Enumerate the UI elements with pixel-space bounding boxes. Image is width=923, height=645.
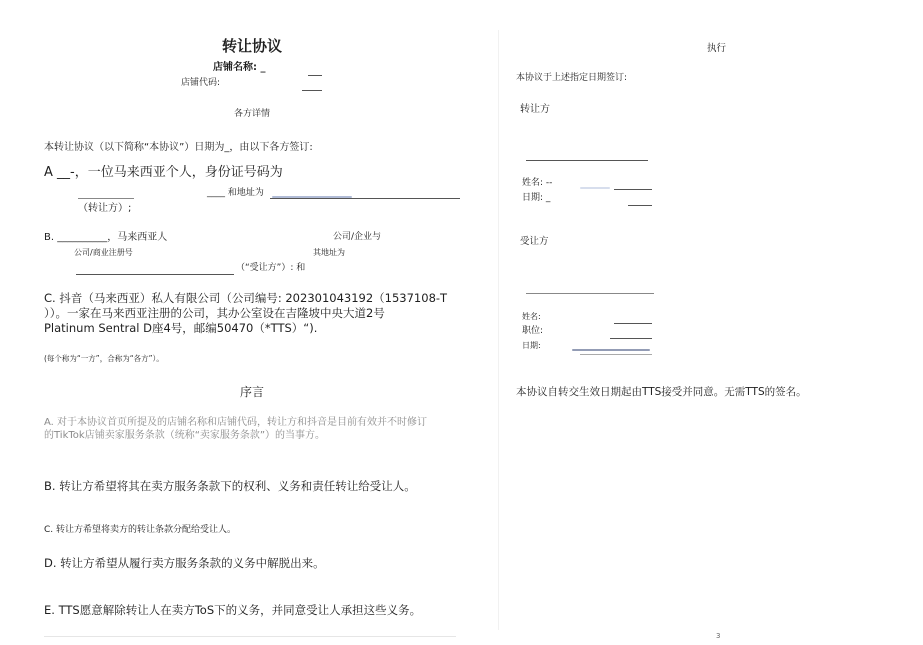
- clause-a-line2: 的TikTok店铺卖家服务条款（统称“卖家服务条款”）的当事方。: [44, 430, 326, 441]
- party-a-address-smudge: [272, 196, 352, 198]
- party-a-line: A __-，一位马来西亚个人，身份证号码为: [44, 165, 283, 180]
- store-code-label: 店铺代码:: [181, 78, 221, 88]
- transferee-date-smudge: [572, 349, 650, 351]
- transferee-signature-line: [526, 293, 654, 294]
- page-number: 3: [716, 632, 721, 640]
- clause-d: D. 转让方希望从履行卖方服务条款的义务中解脱出来。: [44, 556, 325, 570]
- party-a-address-label: ____ 和地址为: [207, 188, 264, 198]
- clause-e: E. TTS愿意解除转让人在卖方ToS下的义务，并同意受让人承担这些义务。: [44, 603, 422, 617]
- transferee-title-line: [610, 338, 652, 339]
- clause-b: B. 转让方希望将其在卖方服务条款下的权利、义务和责任转让给受让人。: [44, 479, 416, 493]
- party-b-company: 公司/企业与: [333, 232, 382, 242]
- party-a-id-line: [78, 198, 134, 199]
- transferee-date-line: [580, 354, 652, 355]
- transferee-date: 日期:: [522, 341, 541, 350]
- party-b-address-label: 其地址为: [313, 248, 345, 257]
- party-a-address-line: [270, 198, 460, 199]
- effective-note: 本协议自转交生效日期起由TTS接受并同意。无需TTS的签名。: [516, 386, 807, 398]
- party-c-line1: C. 抖音（马来西亚）私人有限公司（公司编号: 202301043192（1537108-T: [44, 291, 448, 305]
- clause-c: C. 转让方希望将卖方的转让条款分配给受让人。: [44, 525, 237, 535]
- party-b-reg: 公司/商业注册号: [74, 248, 133, 257]
- party-a-role: （转让方）;: [78, 203, 132, 214]
- party-b-role: （“受让方”）: 和: [236, 263, 306, 273]
- party-b-line: B. __________，马来西亚人: [44, 232, 168, 243]
- transferor-signature-line: [526, 160, 648, 161]
- execution-title: 执行: [707, 43, 727, 54]
- transferor-name-line: [614, 189, 652, 190]
- transferor-date-line: [628, 205, 652, 206]
- party-c-line3: Platinum Sentral D座4号，邮编50470（*TTS）“).: [44, 321, 318, 335]
- transferee-name-line: [614, 323, 652, 324]
- parties-note: (每个称为“一方”，合称为“各方”）。: [44, 354, 164, 363]
- doc-title: 转让协议: [222, 37, 283, 55]
- transferee-name: 姓名:: [522, 312, 541, 321]
- transferee-title: 职位:: [522, 326, 544, 336]
- party-b-address-underline: [76, 274, 234, 275]
- transferor-heading: 转让方: [520, 104, 550, 115]
- store-name-line: [308, 75, 322, 76]
- transferee-heading: 受让方: [520, 236, 549, 247]
- store-name-label: 店铺名称: _: [213, 62, 266, 73]
- clause-a-line1: A. 对于本协议首页所提及的店铺名称和店铺代码，转让方和抖音是目前有效并不时修订: [44, 417, 428, 428]
- intro-text: 本转让协议（以下简称“本协议”）日期为_，由以下各方签订:: [44, 142, 313, 153]
- transferor-date: 日期: _: [522, 193, 551, 203]
- bottom-faint-line: [44, 636, 456, 637]
- store-code-line: [302, 90, 322, 91]
- party-c-line2: ））。一家在马来西亚注册的公司，其办公室设在吉隆坡中央大道2号: [44, 306, 385, 320]
- transferor-name-smudge: [580, 187, 610, 189]
- page-divider: [498, 30, 499, 630]
- signed-note: 本协议于上述指定日期签订:: [516, 73, 628, 83]
- transferor-name: 姓名: --: [522, 178, 553, 188]
- preamble-title: 序言: [240, 385, 265, 399]
- section-title: 各方详情: [234, 109, 271, 119]
